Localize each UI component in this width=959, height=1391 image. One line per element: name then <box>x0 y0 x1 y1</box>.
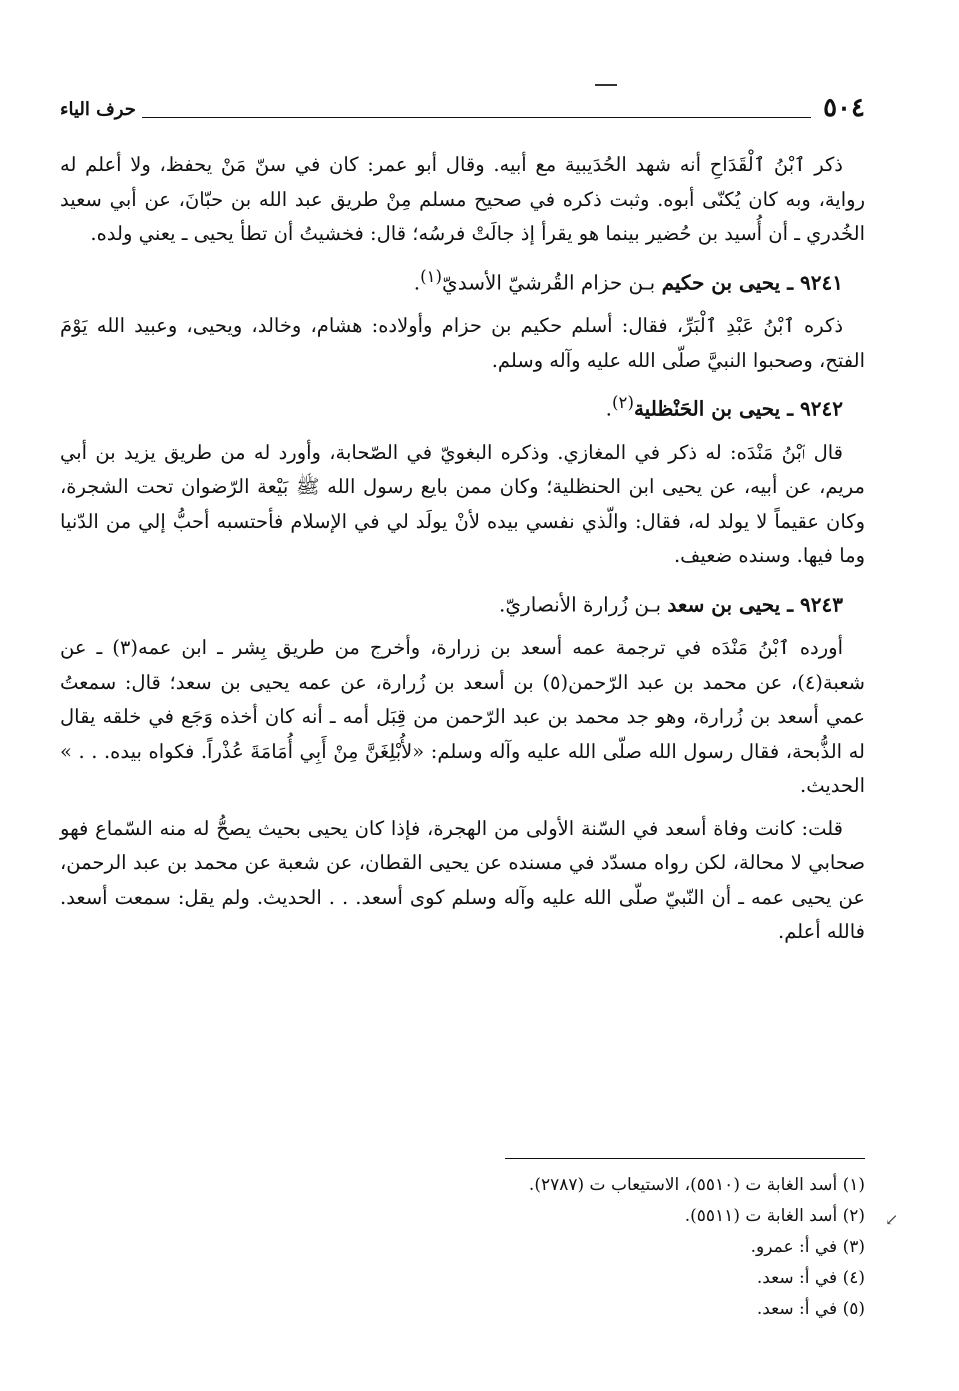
entry-heading: ٩٢٤١ ـ يحيى بن حكيم بـن حزام القُرشيّ الأسديّ$^{(١)}$. <box>413 266 843 295</box>
entry-number: ٩٢٤١ <box>800 270 843 295</box>
entry-lineage: بـن زُرارة الأنصاريّ <box>505 592 662 617</box>
paragraph: ذكر ٱبْنُ ٱلْقَدَاحِ أنه شهد الحُدَيبية مع أبيه. وقال أبو عمر: كان في سنّ مَنْ يحفظ، ولا أعلم له رواية، وبه كان يُكنّى أبوه. وثبت ذكره في صحيح مسلم مِنْ طريق عبد الله بن حبّانَ، عن أبي سعيد الخُدري ـ أن أُسيد بن حُضير بينما هو يقرأ إذ جالَتْ فرسُه؛ قال: فخشيتُ أن تطأ يحيى ـ يعني ولده. <box>60 153 865 245</box>
footnote: (٣) في أ: عمرو. <box>750 1237 865 1257</box>
header-rule <box>142 117 811 118</box>
book-page <box>60 60 899 1350</box>
entry-text: قال ٱبْنُ مَنْدَه: له ذكر في المغازي. وذكره البغويّ في الصّحابة، وأورد له من طريق يزيد بن أبي مريم، عن أبيه، عن يحيى ابن الحنظلية؛ وكان ممن بايع رسول الله ﷺ بَيْعة الرّضوان تحت الشجرة، وكان عقيماً لا يولد له، فقال: والّذي نفسي بيده لأنْ يولَد لي في الإسلام فأحتسبه أحبُّ إلي من الدّنيا وما فيها. وسنده ضعيف. <box>60 440 865 568</box>
footnote: (١) أسد الغابة ت (٥٥١٠)، الاستيعاب ت (٢٧٨٧). <box>528 1175 865 1195</box>
footnote: (٢) أسد الغابة ت (٥٥١١). <box>684 1206 865 1226</box>
footnote: (٥) في أ: سعد. <box>756 1299 865 1319</box>
footnote-ref: (٢) <box>612 393 634 413</box>
footnote: (٤) في أ: سعد. <box>756 1268 865 1288</box>
chapter-title: حرف الياء <box>60 99 136 120</box>
entry-end: . <box>499 592 506 617</box>
entry-end: . <box>605 396 612 421</box>
entry-heading: ٩٢٤٣ ـ يحيى بن سعد بـن زُرارة الأنصاريّ. <box>499 592 843 617</box>
margin-mark: ↙ <box>885 1210 899 1229</box>
body-text <box>60 148 865 958</box>
entry-lineage: بـن حزام القُرشيّ الأسديّ <box>442 270 656 295</box>
page-header <box>60 90 865 122</box>
entry-heading: ٩٢٤٢ ـ يحيى بن الحَنْظلية$^{(٢)}$. <box>605 393 843 421</box>
footnote-ref: (١) <box>420 266 443 286</box>
entry-end: . <box>413 270 421 295</box>
entry-name: يحيى بن الحَنْظلية <box>633 396 781 421</box>
page-number: ٥٠٤ <box>823 93 865 123</box>
entry-name: يحيى بن سعد <box>667 592 781 617</box>
entry-number: ٩٢٤٣ <box>800 592 843 617</box>
closing-paragraph: قلت: كانت وفاة أسعد في السّنة الأولى من الهجرة، فإذا كان يحيى بحيث يصحُّ له منه السّماع فهو صحابي لا محالة، لكن رواه مسدّد في مسنده عن يحيى القطان، عن شعبة عن محمد بن عبد الرحمن، عن يحيى عمه ـ أن النّبيّ صلّى الله عليه وآله وسلم كوى أسعد. . . الحديث. ولم يقل: سمعت أسعد. فالله أعلم. <box>60 816 865 944</box>
footnote-rule <box>505 1158 865 1159</box>
top-dash <box>595 84 617 86</box>
entry-name: يحيى بن حكيم <box>661 270 781 295</box>
entry-text: أورده ٱبْنُ مَنْدَه في ترجمة عمه أسعد بن زرارة، وأخرج من طريق بِشر ـ ابن عمه(٣) ـ عن شعبة(٤)، عن محمد بن عبد الرّحمن(٥) بن أسعد بن زُرارة، عن عمه يحيى بن سعد؛ قال: سمعتُ عمي أسعد بن زُرارة، وهو جد محمد بن عبد الرّحمن من قِبَل أمه ـ أنه كان أخذه وَجَع في خلقه يقال له الذُّبحة، فقال رسول الله صلّى الله عليه وآله وسلم: «لأُبْلِغَنَّ مِنْ أَبِي أُمَامَةَ عُذْراً. فكواه بيده. . . » الحديث. <box>60 636 865 798</box>
footnotes <box>60 1170 865 1325</box>
entry-number: ٩٢٤٢ <box>800 396 843 421</box>
entry-text: ذكره ٱبْنُ عَبْدِ ٱلْبَرِّ، فقال: أسلم حكيم بن حزام وأولاده: هشام، وخالد، ويحيى، وعبيد الله يَوْمَ الفتح، وصحبوا النبيَّ صلّى الله عليه وآله وسلم. <box>60 314 865 372</box>
